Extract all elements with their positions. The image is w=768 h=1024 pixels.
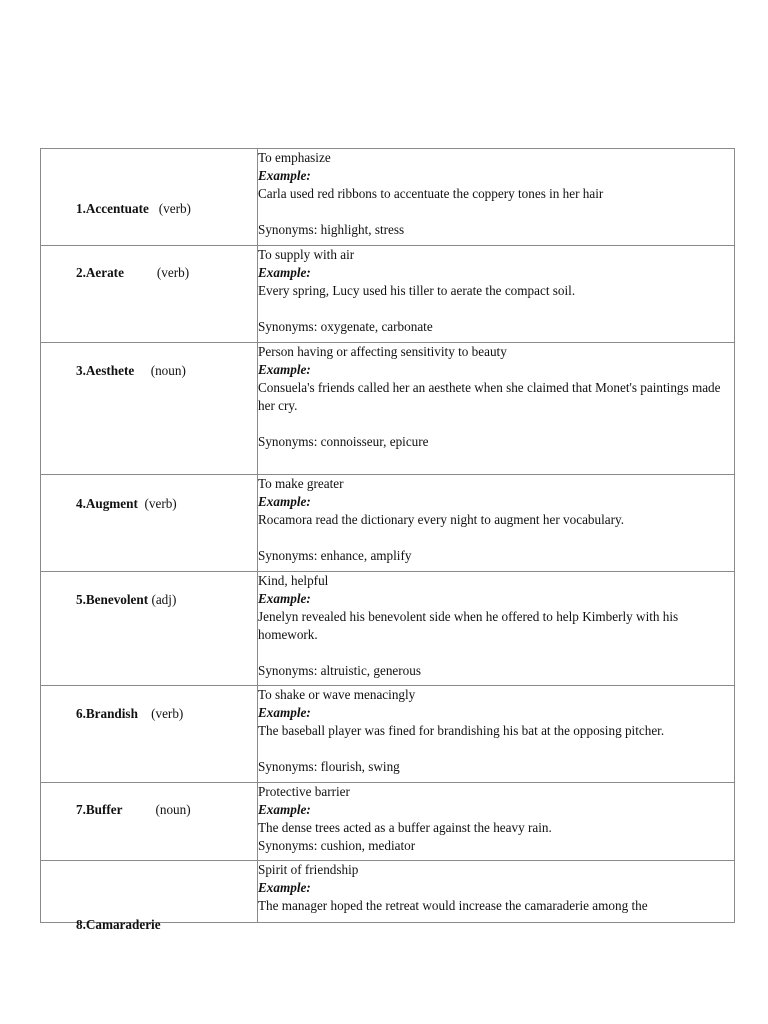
table-row [41,343,735,475]
definition-text: Person having or affecting sensitivity to beauty [258,344,507,359]
part-of-speech: (verb) [123,265,190,280]
vocab-word: 5.Benevolent [75,592,149,607]
example-label: Example: [258,880,311,895]
part-of-speech: (adj) [148,592,177,607]
synonyms-text: Synonyms: connoisseur, epicure [258,434,429,449]
definition-cell [258,861,735,923]
synonyms-text: Synonyms: enhance, amplify [258,548,412,563]
table-row [41,861,735,923]
example-text: Rocamora read the dictionary every night to augment her vocabulary. [258,512,625,527]
word-cell [41,572,258,686]
vocab-word: 2.Aerate [75,265,124,280]
synonyms-text: Synonyms: altruistic, generous [258,663,421,678]
definition-cell [258,149,735,246]
example-text: The manager hoped the retreat would increase the camaraderie among the [258,898,648,913]
word-cell [41,343,258,475]
example-label: Example: [258,265,311,280]
word-cell [41,475,258,572]
word-cell [41,686,258,783]
synonyms-text: Synonyms: highlight, stress [258,222,405,237]
definition-text: To emphasize [258,150,331,165]
word-cell [41,149,258,246]
part-of-speech: (verb) [148,201,191,216]
synonyms-text: Synonyms: cushion, mediator [258,838,416,853]
definition-cell [258,343,735,475]
part-of-speech: (verb) [137,706,184,721]
table-row [41,246,735,343]
table-row [41,149,735,246]
example-text: Jenelyn revealed his benevolent side when he offered to help Kimberly with his homework. [258,609,679,642]
definition-cell [258,572,735,686]
definition-text: To supply with air [258,247,355,262]
example-label: Example: [258,802,311,817]
example-text: Carla used red ribbons to accentuate the coppery tones in her hair [258,186,604,201]
vocab-word: 8.Camaraderie [75,917,161,932]
example-label: Example: [258,494,311,509]
definition-text: To shake or wave menacingly [258,687,416,702]
part-of-speech: (noun) [122,802,191,817]
example-text: The dense trees acted as a buffer against the heavy rain. [258,820,552,835]
definition-text: To make greater [258,476,344,491]
vocab-word: 1.Accentuate [75,201,149,216]
definition-cell [258,783,735,861]
example-text: Consuela's friends called her an aesthete when she claimed that Monet's paintings made her cry. [258,380,721,413]
definition-text: Kind, helpful [258,573,329,588]
example-label: Example: [258,591,311,606]
table-row [41,686,735,783]
definition-cell [258,475,735,572]
synonyms-text: Synonyms: oxygenate, carbonate [258,319,433,334]
table-row [41,783,735,861]
definition-text: Protective barrier [258,784,350,799]
table-row [41,475,735,572]
example-text: Every spring, Lucy used his tiller to aerate the compact soil. [258,283,576,298]
word-cell [41,783,258,861]
vocab-word: 6.Brandish [75,706,138,721]
word-cell [41,246,258,343]
definition-text: Spirit of friendship [258,862,359,877]
part-of-speech: (verb) [137,496,177,511]
example-label: Example: [258,362,311,377]
vocab-word: 4.Augment [75,496,138,511]
synonyms-text: Synonyms: flourish, swing [258,759,400,774]
word-cell [41,861,258,932]
vocab-word: 7.Buffer [75,802,123,817]
part-of-speech: (noun) [134,363,186,378]
vocab-word: 3.Aesthete [75,363,135,378]
example-text: The baseball player was fined for brandishing his bat at the opposing pitcher. [258,723,665,738]
definition-cell [258,686,735,783]
example-label: Example: [258,168,311,183]
table-row [41,572,735,686]
vocabulary-table [40,148,735,932]
example-label: Example: [258,705,311,720]
definition-cell [258,246,735,343]
